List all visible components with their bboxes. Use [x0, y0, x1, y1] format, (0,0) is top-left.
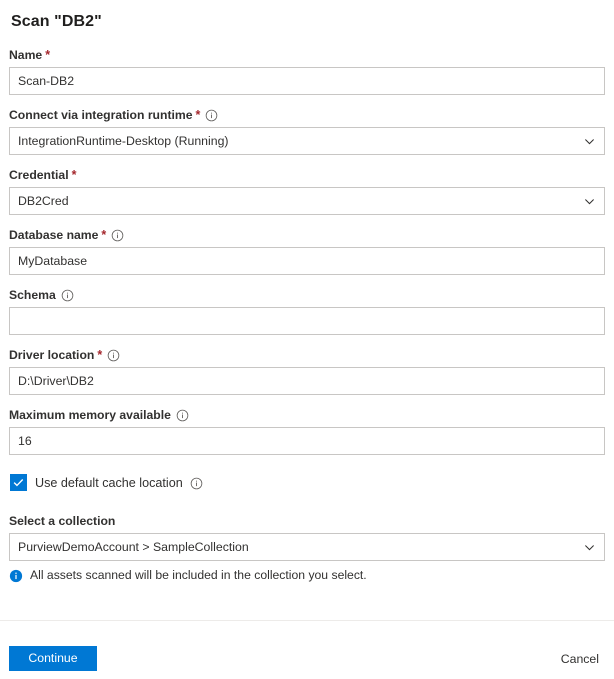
field-label-credential — [9, 167, 605, 183]
field-label-name — [9, 47, 605, 63]
label-text: Driver location — [9, 348, 95, 362]
field-maximum-memory — [9, 407, 605, 455]
label-text: Database name — [9, 228, 99, 242]
checkbox[interactable] — [10, 474, 27, 491]
field-label-collection — [9, 513, 605, 529]
info-filled-icon — [9, 569, 23, 583]
field-driver-location — [9, 347, 605, 395]
label-text: Connect via integration runtime — [9, 108, 193, 122]
selected-value: PurviewDemoAccount > SampleCollection — [18, 540, 249, 554]
field-credential — [9, 167, 605, 215]
info-icon[interactable] — [61, 289, 74, 302]
use-default-cache-location-row[interactable] — [10, 474, 605, 491]
field-schema — [9, 287, 605, 335]
field-label-maximum-memory — [9, 407, 605, 423]
required-asterisk: * — [45, 48, 51, 62]
field-label-schema — [9, 287, 605, 303]
field-collection — [9, 513, 605, 583]
name-input[interactable]: Scan-DB2 — [9, 67, 605, 95]
integration-runtime-select[interactable] — [9, 127, 605, 155]
info-icon[interactable] — [107, 349, 120, 362]
selected-value: IntegrationRuntime-Desktop (Running) — [18, 134, 229, 148]
checkbox-label: Use default cache location — [35, 475, 183, 490]
maximum-memory-input[interactable]: 16 — [9, 427, 605, 455]
continue-button[interactable]: Continue — [9, 646, 97, 671]
cancel-button[interactable]: Cancel — [555, 652, 605, 666]
label-text: Name — [9, 48, 43, 62]
collection-select[interactable] — [9, 533, 605, 561]
required-asterisk: * — [97, 348, 103, 362]
info-icon[interactable] — [111, 229, 124, 242]
credential-select[interactable] — [9, 187, 605, 215]
info-icon[interactable] — [205, 109, 218, 122]
driver-location-input[interactable]: D:\Driver\DB2 — [9, 367, 605, 395]
database-name-input[interactable]: MyDatabase — [9, 247, 605, 275]
footer-divider — [0, 620, 614, 621]
page-title: Scan "DB2" — [11, 13, 102, 30]
info-icon[interactable] — [190, 477, 203, 490]
field-label-database-name — [9, 227, 605, 243]
field-label-driver-location — [9, 347, 605, 363]
label-text: Select a collection — [9, 514, 116, 528]
chevron-down-icon — [584, 542, 595, 553]
info-icon[interactable] — [176, 409, 189, 422]
chevron-down-icon — [584, 196, 595, 207]
required-asterisk: * — [71, 168, 77, 182]
schema-input[interactable] — [9, 307, 605, 335]
field-integration-runtime — [9, 107, 605, 155]
required-asterisk: * — [101, 228, 107, 242]
label-text: Credential — [9, 168, 69, 182]
selected-value: DB2Cred — [18, 194, 69, 208]
required-asterisk: * — [195, 108, 201, 122]
scan-panel — [0, 13, 614, 679]
label-text: Schema — [9, 288, 56, 302]
field-name — [9, 47, 605, 95]
collection-note-text: All assets scanned will be included in the collection you select. — [30, 568, 367, 582]
field-label-integration-runtime — [9, 107, 605, 123]
collection-note — [9, 568, 605, 583]
label-text: Maximum memory available — [9, 408, 171, 422]
footer — [9, 646, 605, 671]
chevron-down-icon — [584, 136, 595, 147]
field-database-name — [9, 227, 605, 275]
